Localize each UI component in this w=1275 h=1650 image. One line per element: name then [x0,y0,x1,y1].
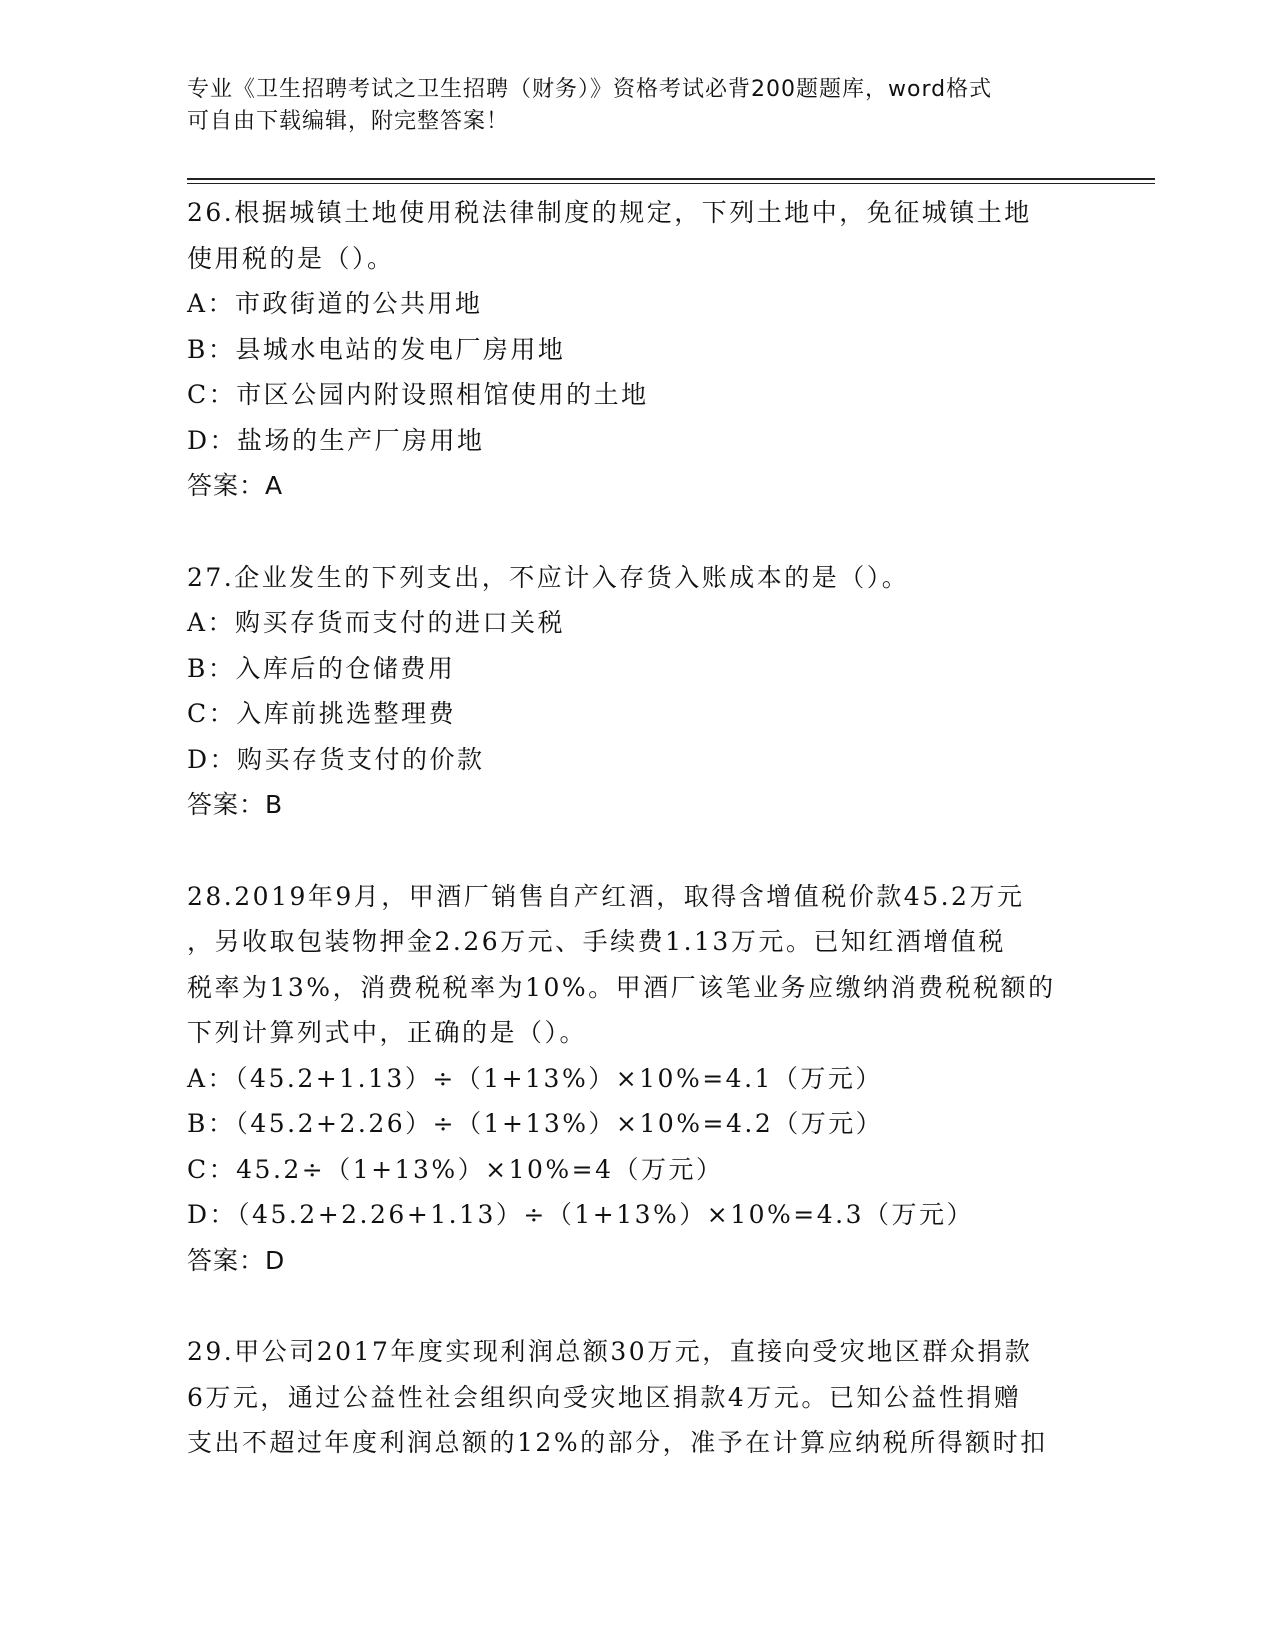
question-list [187,190,1087,1512]
question-28 [187,874,1087,1284]
question-stem-line: 税率为13%，消费税税率为10%。甲酒厂该笔业务应缴纳消费税税额的 [187,972,1056,1002]
option-d: D：（45.2+2.26+1.13）÷（1+13%）×10%=4.3（万元） [187,1200,975,1229]
option-d: D：购买存货支付的价款 [187,744,485,774]
header-line-2: 可自由下载编辑，附完整答案！ [187,109,510,134]
question-stem-line: 支出不超过年度利润总额的12%的部分，准予在计算应纳税所得额时扣 [187,1428,1048,1457]
question-stem-line: 29.甲公司2017年度实现利润总额30万元，直接向受灾地区群众捐款 [187,1337,1033,1366]
question-stem-line: 27.企业发生的下列支出，不应计入存货入账成本的是（）。 [187,562,910,592]
answer-label: 答案：D [187,1245,286,1275]
option-d: D：盐场的生产厂房用地 [187,425,485,455]
question-stem-line: ，另收取包装物押金2.26万元、手续费1.13万元。已知红酒增值税 [187,927,1006,956]
option-a: A：购买存货而支付的进口关税 [187,608,566,637]
option-a: A：市政街道的公共用地 [187,289,483,318]
header-line-1: 专业《卫生招聘考试之卫生招聘（财务）》资格考试必背200题题库，word格式 [187,77,993,102]
question-stem-line: 使用税的是（）。 [187,243,395,273]
answer-label: 答案：A [187,471,284,500]
option-c: C：45.2÷（1+13%）×10%=4（万元） [187,1154,724,1184]
question-stem-line: 下列计算列式中，正确的是（）。 [187,1018,588,1047]
option-c: C：入库前挑选整理费 [187,699,457,728]
question-26 [187,190,1087,509]
option-a: A：（45.2+1.13）÷（1+13%）×10%=4.1（万元） [187,1063,883,1093]
question-stem-line: 6万元，通过公益性社会组织向受灾地区捐款4万元。已知公益性捐赠 [187,1382,1022,1412]
question-27 [187,555,1087,828]
question-stem-line: 26.根据城镇土地使用税法律制度的规定，下列土地中，免征城镇土地 [187,198,1032,227]
header-divider [187,178,1155,184]
question-stem-line: 28.2019年9月，甲酒厂销售自产红酒，取得含增值税价款45.2万元 [187,881,1025,911]
option-b: B：入库后的仓储费用 [187,653,456,683]
option-b: B：县城水电站的发电厂房用地 [187,334,566,364]
question-29 [187,1329,1087,1466]
option-c: C：市区公园内附设照相馆使用的土地 [187,380,649,409]
option-b: B：（45.2+2.26）÷（1+13%）×10%=4.2（万元） [187,1109,884,1138]
document-header [187,74,1067,138]
answer-label: 答案：B [187,790,284,819]
